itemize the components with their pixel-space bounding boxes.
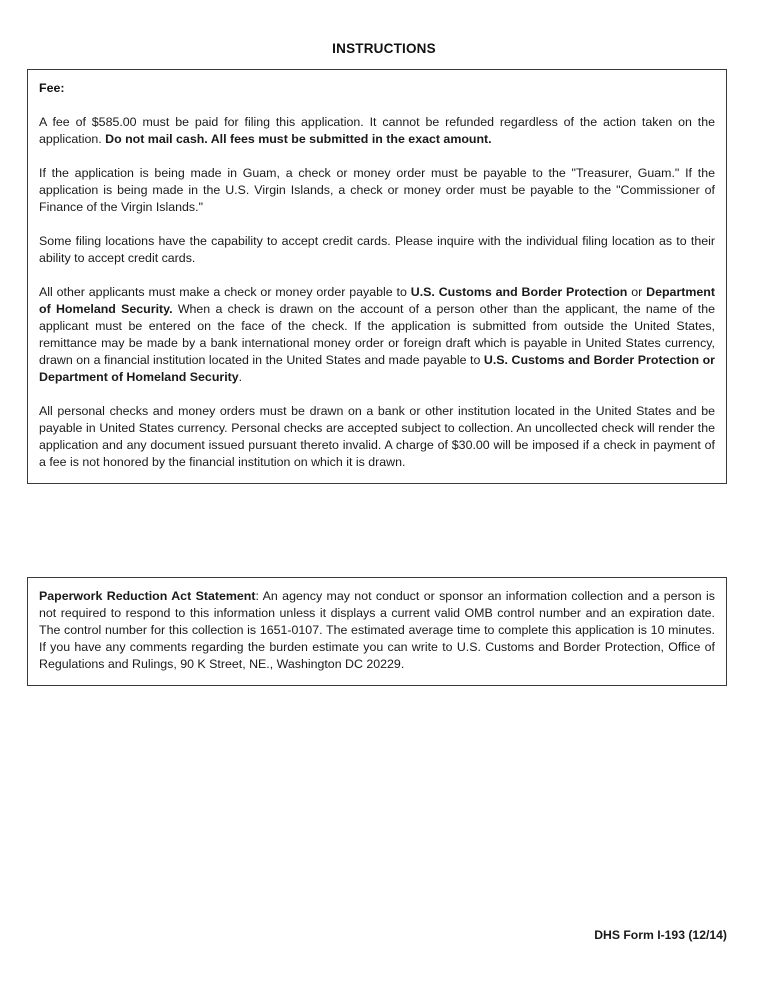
fee-paragraph-1-emphasis: Do not mail cash. All fees must be submitted in the exact amount. <box>105 132 492 146</box>
fee-section-label: Fee: <box>39 81 65 95</box>
fee-paragraph-4-emphasis-1: U.S. Customs and Border Protection <box>410 285 628 299</box>
paperwork-statement-body: : An agency may not conduct or sponsor an information collection and a person is not required to respond to this information unless it displays a current valid OMB control number and an expiration date. The control number for this collection is 1651-0107. The estimated average time to complete this application is 10 minutes. If you have any comments regarding the burden estimate you can write to U.S. Customs and Border Protection, Office of Regulations and Rulings, 90 K Street, NE., Washington DC 20229. <box>39 589 715 671</box>
paperwork-statement-title: Paperwork Reduction Act Statement <box>39 589 256 603</box>
fee-paragraph-4-emphasis-2: Department of Homeland Security. <box>39 285 715 316</box>
fee-paragraph-4-text-1: All other applicants must make a check or money order payable to <box>39 285 411 299</box>
form-number-footer: DHS Form I-193 (12/14) <box>594 928 727 942</box>
fee-paragraph-4-text-4: . <box>238 370 243 384</box>
fee-paragraph-4-text-3: When a check is drawn on the account of a person other than the applicant, the name of the applicant must be entered on the face of the check. If the application is submitted from outside the United States, remittance may be made by a bank international money order or foreign draft which is payable in United States currency, drawn on a financial institution located in the United States and made payable to <box>39 302 715 367</box>
fee-paragraph-5: All personal checks and money orders must be drawn on a bank or other institution located in the United States and be payable in United States currency. Personal checks are accepted subject to collection. An uncollected check will render the application and any document issued pursuant thereto invalid. A charge of $30.00 will be imposed if a check in payment of a fee is not honored by the financial institution on which it is drawn. <box>39 404 715 469</box>
fee-instructions-box <box>27 69 727 484</box>
fee-paragraph-3: Some filing locations have the capability to accept credit cards. Please inquire with the individual filing location as to their ability to accept credit cards. <box>39 234 715 265</box>
fee-paragraph-1 <box>39 114 715 148</box>
fee-paragraph-1-text: A fee of $585.00 must be paid for filing this application. It cannot be refunded regardless of the action taken on the application. <box>39 115 715 146</box>
fee-paragraph-4-text-2: or <box>627 285 647 299</box>
paperwork-statement <box>39 588 715 673</box>
fee-paragraph-4 <box>39 284 715 386</box>
fee-paragraph-2: If the application is being made in Guam, a check or money order must be payable to the "Treasurer, Guam." If the application is being made in the U.S. Virgin Islands, a check or money order must be payable to the "Commissioner of Finance of the Virgin Islands." <box>39 166 715 214</box>
fee-paragraph-4-emphasis-3: U.S. Customs and Border Protection or Department of Homeland Security <box>39 353 715 384</box>
paperwork-reduction-act-box <box>27 577 727 686</box>
page-title: INSTRUCTIONS <box>332 41 436 56</box>
